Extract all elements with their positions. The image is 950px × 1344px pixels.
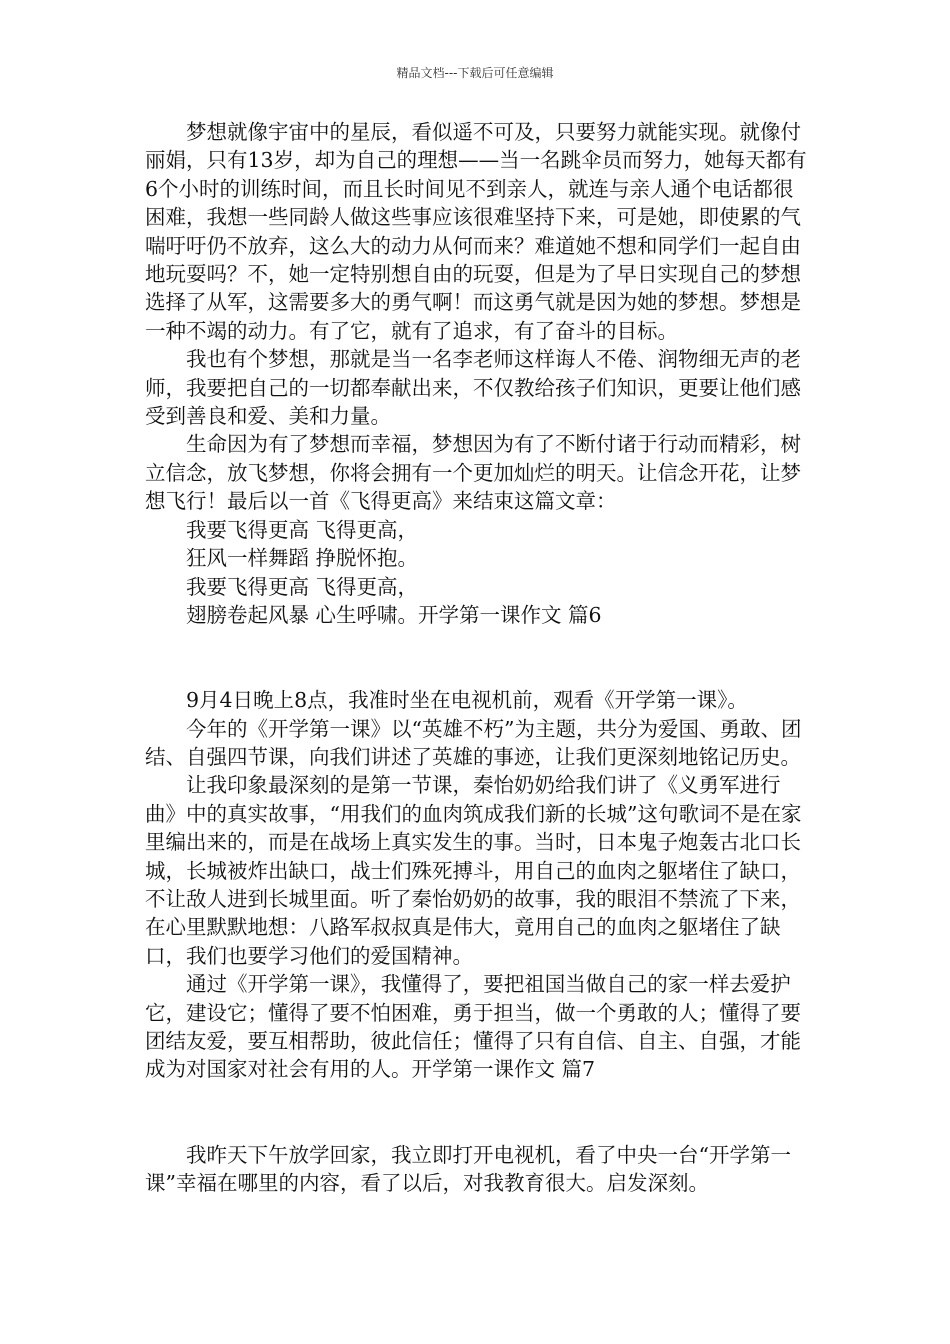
poem-line: 我要飞得更高 飞得更高， — [186, 574, 419, 599]
section-gap — [145, 629, 810, 686]
paragraph: 梦想就像宇宙中的星辰，看似遥不可及，只要努力就能实现。就像付丽娟，只有13岁，却为自己的理想——当一名跳伞员而努力，她每天都有6个小时的训练时间，而且长时间见不到亲人，就连与亲人通个电话都很困难，我想一些同龄人做这些事应该很难坚持下来，可是她，即使累的气喘吁吁仍不放弃，这么大的动力从何而来？难道她不想和同学们一起自由地玩耍吗？不，她一定特别想自由的玩耍，但是为了早日实现自己的梦想选择了从军，这需要多大的勇气啊！而这勇气就是因为她的梦想。梦想是一种不竭的动力。有了它，就有了追求，有了奋斗的目标。 — [145, 120, 807, 343]
paragraph: 9月4日晚上8点，我准时坐在电视机前，观看《开学第一课》。 — [186, 688, 748, 713]
paragraph: 让我印象最深刻的是第一节课，秦怡奶奶给我们讲了《义勇军进行曲》中的真实故事，“用我们的血肉筑成我们新的长城”这句歌词不是在家里编出来的，而是在战场上真实发生的事。当时，日本鬼子炮轰古北口长城，长城被炸出缺口，战士们殊死搏斗，用自己的血肉之躯堵住了缺口，不让敌人进到长城里面。听了秦怡奶奶的故事，我的眼泪不禁流了下来，在心里默默地想：八路军叔叔真是伟大，竟用自己的血肉之躯堵住了缺口，我们也要学习他们的爱国精神。 — [145, 773, 802, 968]
page-header: 精品文档---下载后可任意编辑 — [396, 66, 554, 80]
document-body — [145, 118, 810, 1197]
poem-line: 翅膀卷起风暴 心生呼啸。开学第一课作文 篇6 — [186, 602, 602, 627]
section-gap — [145, 1084, 810, 1141]
paragraph: 今年的《开学第一课》以“英雄不朽”为主题，共分为爱国、勇敢、团结、自强四节课，向我们讲述了英雄的事迹，让我们更深刻地铭记历史。 — [145, 716, 802, 769]
paragraph: 通过《开学第一课》，我懂得了，要把祖国当做自己的家一样去爱护它，建设它；懂得了要不怕困难，勇于担当，做一个勇敢的人；懂得了要团结友爱，要互相帮助，彼此信任；懂得了只有自信、自主、自强，才能成为对国家对社会有用的人。开学第一课作文 篇7 — [145, 972, 801, 1082]
poem-line: 狂风一样舞蹈 挣脱怀抱。 — [186, 546, 419, 571]
paragraph: 我昨天下午放学回家，我立即打开电视机，看了中央一台“开学第一课”幸福在哪里的内容，看了以后，对我教育很大。启发深刻。 — [145, 1142, 791, 1195]
paragraph: 生命因为有了梦想而幸福，梦想因为有了不断付诸于行动而精彩，树立信念，放飞梦想，你将会拥有一个更加灿烂的明天。让信念开花，让梦想飞行！最后以一首《飞得更高》来结束这篇文章： — [145, 432, 801, 514]
paragraph: 我也有个梦想，那就是当一名李老师这样诲人不倦、润物细无声的老师，我要把自己的一切都奉献出来，不仅教给孩子们知识，更要让他们感受到善良和爱、美和力量。 — [145, 347, 801, 429]
poem-line: 我要飞得更高 飞得更高， — [186, 517, 419, 542]
